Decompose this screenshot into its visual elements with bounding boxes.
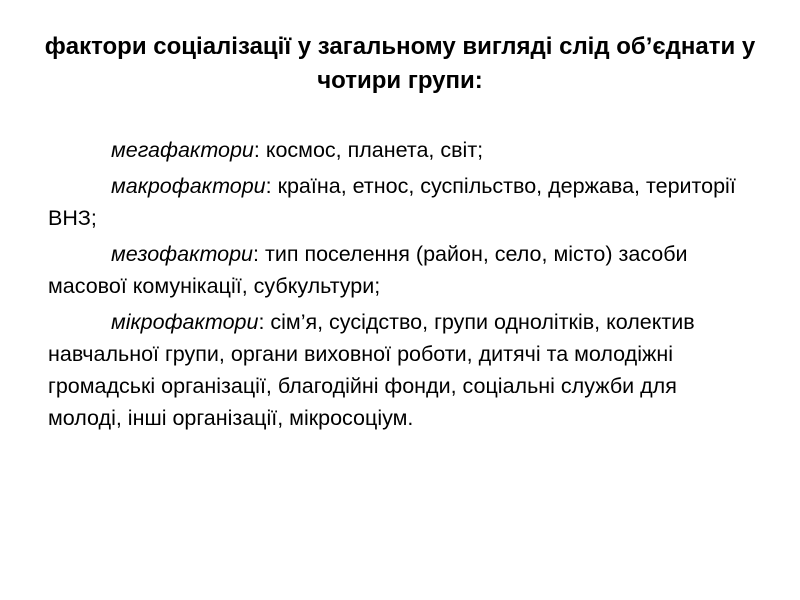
factor-description: : сім’я, сусідство, групи однолітків, колектив навчальної групи, органи виховної роботи, дитячі та молодіжні громадські організації, благодійні фонди, соціальні служби для молоді, інші організації, мікросоціум. [48, 310, 695, 430]
factor-description: : космос, планета, світ; [253, 138, 484, 162]
factor-group-micro [48, 306, 748, 434]
factor-group-meso [48, 238, 748, 302]
factor-term: мікрофактори [111, 310, 259, 334]
slide-title: фактори соціалізації у загальному вигляді слід об’єднати у чотири групи: [44, 33, 756, 94]
factor-groups-list [48, 134, 748, 438]
factor-term: макрофактори [111, 174, 266, 198]
factor-term: мегафактори [111, 138, 254, 162]
factor-term: мезофактори [111, 242, 254, 266]
factor-description: : країна, етнос, суспільство, держава, території ВНЗ; [48, 174, 736, 230]
factor-description: : тип поселення (район, село, місто) засоби масової комунікації, субкультури; [48, 242, 688, 298]
factor-group-mega [48, 134, 748, 166]
factor-group-macro [48, 170, 748, 234]
